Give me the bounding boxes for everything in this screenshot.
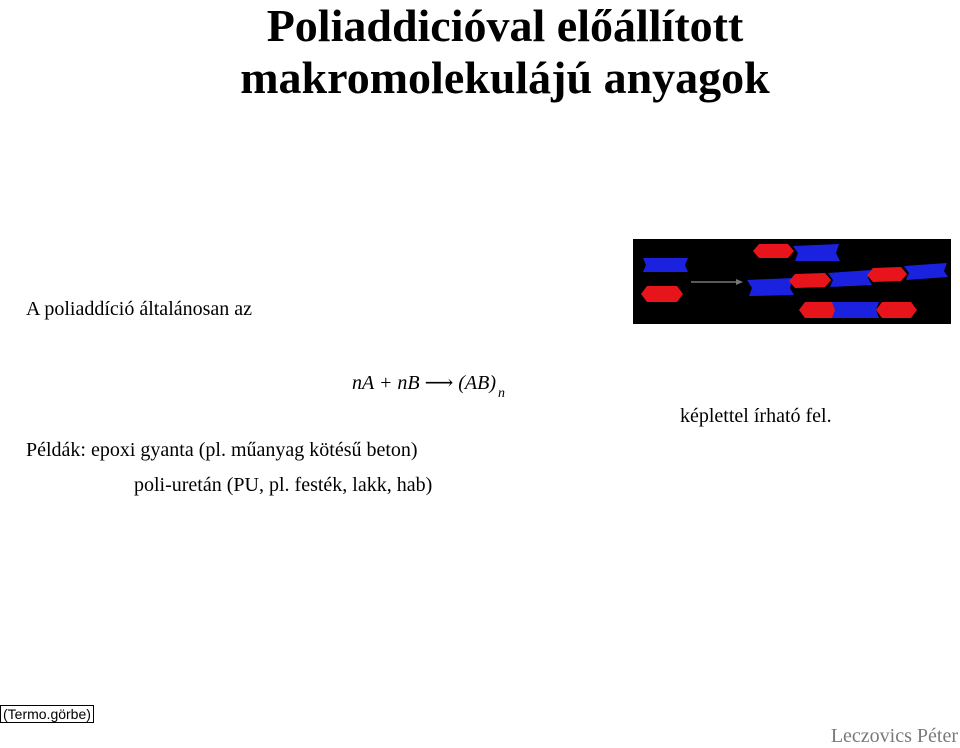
author-name: Leczovics Péter: [830, 725, 958, 747]
slide-title: [0, 0, 960, 104]
termo-link[interactable]: (Termo.görbe): [0, 705, 94, 723]
title-line-2: makromolekulájú anyagok: [240, 52, 770, 103]
chain-red-5: [876, 302, 917, 318]
chain-red-4: [799, 302, 838, 318]
examples-line-1: Példák: epoxi gyanta (pl. műanyag kötésű beton): [26, 439, 418, 461]
chain-blue-2: [747, 278, 794, 296]
monomer-b-shape: [643, 258, 688, 272]
chain-red-3: [867, 267, 907, 282]
formula-subscript: n: [498, 386, 505, 401]
reaction-formula: [352, 370, 505, 401]
chain-blue-3: [828, 270, 872, 287]
formula-main: nA + nB ⟶ (AB): [352, 372, 496, 394]
polyaddition-diagram: [633, 239, 951, 324]
chain-red-2: [789, 273, 831, 288]
title-line-1: Poliaddicióval előállított: [266, 0, 744, 51]
chain-blue-5: [832, 302, 879, 318]
chain-red-1: [753, 244, 794, 258]
intro-text: A poliaddíció általánosan az: [26, 298, 253, 320]
examples-line-2: poli-uretán (PU, pl. festék, lakk, hab): [134, 474, 433, 496]
monomer-a-shape: [641, 286, 683, 302]
chain-blue-4: [904, 263, 948, 280]
chain-blue-1: [793, 244, 840, 261]
formula-caption: képlettel írható fel.: [680, 405, 832, 427]
